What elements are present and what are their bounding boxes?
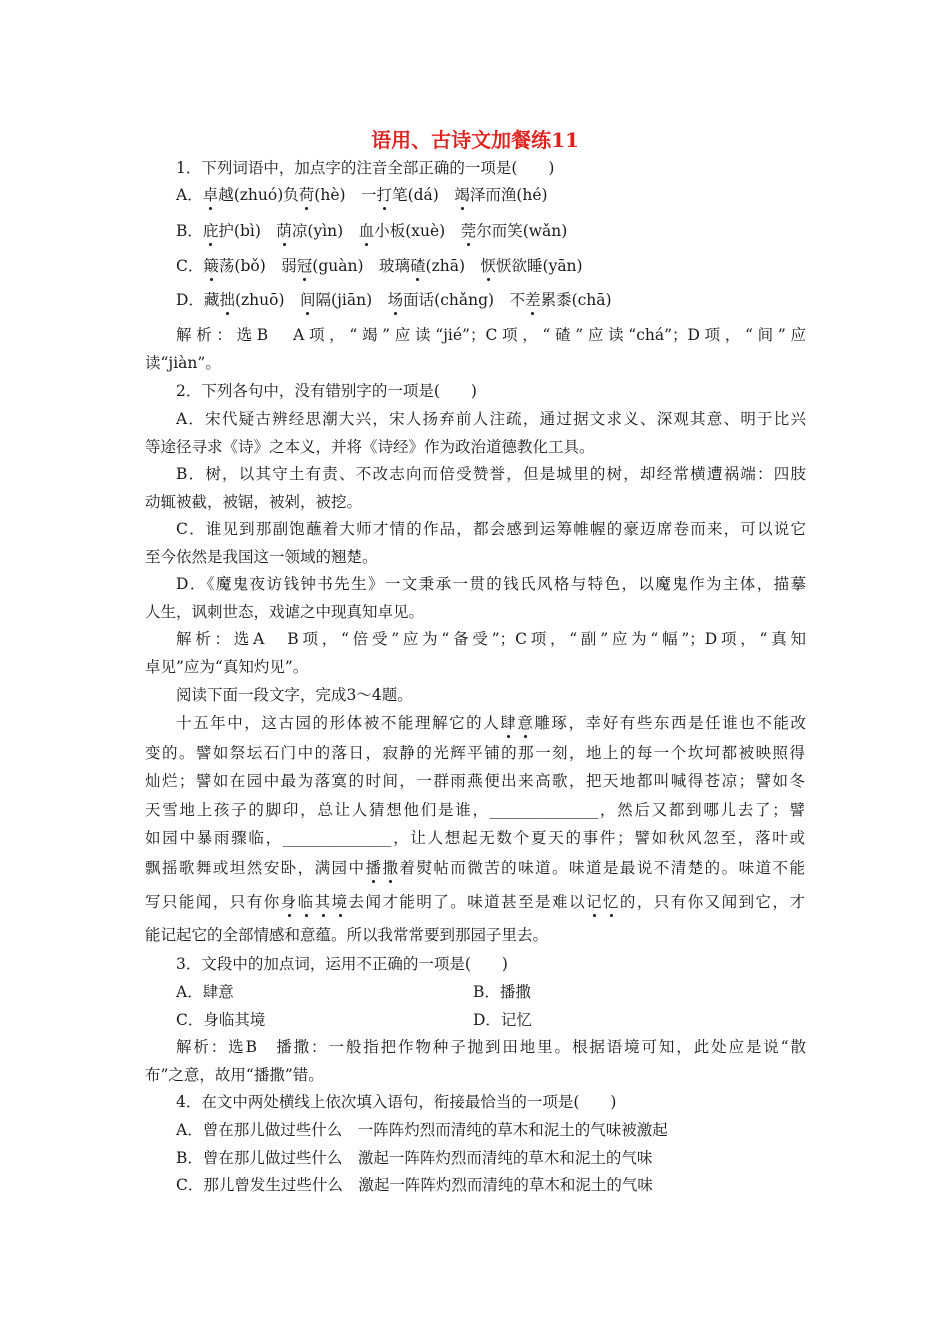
q1-option-d: D．藏拙(zhuō) 间隔(jiān) 场面话(chǎng) 不差累黍(chā): [176, 291, 612, 309]
q1-analysis-line1: 解析：选B A项，“竭”应读“jié”；C项，“碴”应读“chá”；D项，“间”应: [176, 326, 806, 344]
q1-option-a: A．卓越(zhuó)负荷(hè) 一打笔(dá) 竭泽而渔(hé): [176, 186, 548, 204]
q1-analysis-line2: 读“jiàn”。: [145, 354, 221, 372]
q2-option-c-line1: C．谁见到那副饱蘸着大师才情的作品，都会感到运筹帷幄的豪迈席卷而来，可以说它: [176, 520, 806, 538]
q2-option-b-line1: B．树，以其守土有责、不改志向而倍受赞誉，但是城里的树，却经常横遭祸端：四肢: [176, 465, 806, 483]
q4-option-a: A．曾在那儿做过些什么 一阵阵灼烈而清纯的草木和泥土的气味被激起: [176, 1121, 668, 1139]
q3-option-a: A．肆意: [176, 983, 234, 1001]
q1-stem: 1．下列词语中，加点字的注音全部正确的一项是( ): [176, 159, 555, 177]
q4-stem: 4．在文中两处横线上依次填入语句，衔接最恰当的一项是( ): [176, 1093, 617, 1111]
q2-analysis-line2: 卓见”应为“真知灼见”。: [145, 658, 309, 676]
q3-option-c: C．身临其境: [176, 1011, 266, 1029]
q4-option-b: B．曾在那儿做过些什么 激起一阵阵灼烈而清纯的草木和泥土的气味: [176, 1149, 653, 1167]
passage-line-6: 飘摇歌舞或坦然安卧，满园中播撒着熨帖而微苦的味道。味道是最说不清楚的。味道不能: [145, 859, 805, 877]
q1-option-c: C．簸荡(bǒ) 弱冠(guàn) 玻璃碴(zhā) 恹恹欲睡(yān): [176, 257, 583, 275]
passage-line-3: 灿烂；譬如在园中最为落寞的时间，一群雨燕便出来高歌，把天地都叫喊得苍凉；譬如冬: [145, 772, 805, 790]
passage-line-1: 十五年中，这古园的形体被不能理解它的人肆意雕琢，幸好有些东西是任谁也不能改: [176, 714, 806, 732]
q3-option-d: D．记忆: [473, 1011, 532, 1029]
passage-line-8: 能记起它的全部情感和意蕴。所以我常常要到那园子里去。: [145, 926, 549, 944]
reading-intro: 阅读下面一段文字，完成3～4题。: [176, 686, 413, 704]
passage-line-2: 变的。譬如祭坛石门中的落日，寂静的光辉平铺的那一刻，地上的每一个坎坷都被映照得: [145, 744, 805, 762]
q2-option-c-line2: 至今依然是我国这一领域的翘楚。: [145, 548, 378, 566]
q3-stem: 3．文段中的加点词，运用不正确的一项是( ): [176, 955, 508, 973]
q2-analysis-line1: 解析：选A B项，“倍受”应为“备受”；C项，“副”应为“幅”；D项，“真知: [176, 630, 806, 648]
q2-option-d-line2: 人生，讽刺世态，戏谑之中现真知卓见。: [145, 603, 425, 621]
q2-option-d-line1: D．《魔鬼夜访钱钟书先生》一文秉承一贯的钱氏风格与特色，以魔鬼作为主体，描摹: [176, 575, 806, 593]
q2-option-a-line2: 等途径寻求《诗》之本义，并将《诗经》作为政治道德教化工具。: [145, 438, 595, 456]
passage-line-4: 天雪地上孩子的脚印，总让人猜想他们是谁，______________，然后又都到哪儿去了；譬: [145, 801, 805, 819]
q1-option-b: B．庇护(bì) 荫凉(yìn) 血小板(xuè) 莞尔而笑(wǎn): [176, 222, 568, 240]
q2-stem: 2．下列各句中，没有错别字的一项是( ): [176, 382, 477, 400]
passage-line-5: 如园中暴雨骤临，______________，让人想起无数个夏天的事件；譬如秋风忽至，落叶或: [145, 829, 805, 847]
q4-option-c: C．那儿曾发生过些什么 激起一阵阵灼烈而清纯的草木和泥土的气味: [176, 1176, 653, 1194]
passage-line-7: 写只能闻，只有你身临其境去闻才能明了。味道甚至是难以记忆的，只有你又闻到它，才: [145, 893, 805, 911]
page-title: 语用、古诗文加餐练11: [371, 128, 579, 152]
q2-option-a-line1: A．宋代疑古辨经思潮大兴，宋人扬弃前人注疏，通过据文求义、深观其意、明于比兴: [176, 410, 806, 428]
q3-option-b: B．播撒: [473, 983, 531, 1001]
q3-analysis-line2: 布”之意，故用“播撒”错。: [145, 1066, 324, 1084]
q2-option-b-line2: 动辄被截，被锯，被剁，被挖。: [145, 493, 363, 511]
q3-analysis-line1: 解析：选B 播撒：一般指把作物种子抛到田地里。根据语境可知，此处应是说“散: [176, 1038, 806, 1056]
